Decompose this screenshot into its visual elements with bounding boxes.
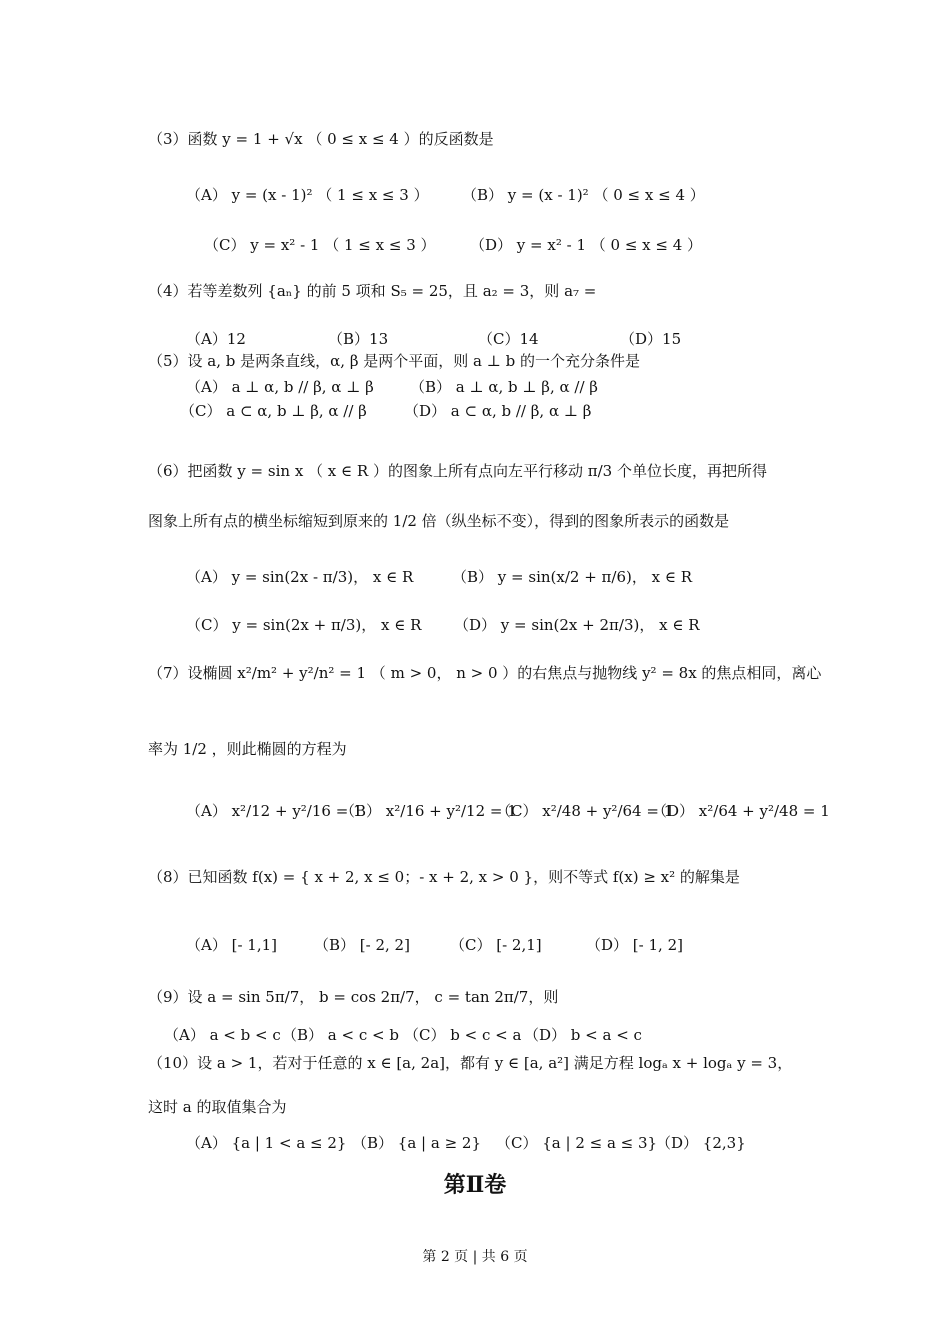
q5-option-a: （A） a ⊥ α, b // β, α ⊥ β [186,378,374,396]
q9-option-d: （D） b < a < c [524,1026,642,1044]
q3-option-c: （C） y = x² - 1 （ 1 ≤ x ≤ 3 ） [204,236,436,254]
q6-option-b: （B） y = sin(x/2 + π/6)， x ∈ R [452,568,693,586]
q8-option-b: （B） [- 2, 2] [314,936,410,954]
q3-option-b: （B） y = (x - 1)² （ 0 ≤ x ≤ 4 ） [462,186,705,204]
q3-stem: （3）函数 y = 1 + √x （ 0 ≤ x ≤ 4 ）的反函数是 [148,130,494,148]
q5-stem: （5）设 a, b 是两条直线，α, β 是两个平面，则 a ⊥ b 的一个充分条件是 [148,352,640,370]
q10-option-a: （A） {a | 1 < a ≤ 2} [186,1134,347,1152]
q4-stem: （4）若等差数列 {aₙ} 的前 5 项和 S₅ = 25，且 a₂ = 3，则 a₇ = [148,282,597,300]
q6-option-c: （C） y = sin(2x + π/3)， x ∈ R [186,616,422,634]
q10-option-b: （B） {a | a ≥ 2} [352,1134,482,1152]
q5-option-c: （C） a ⊂ α, b ⊥ β, α // β [180,402,367,420]
q7-option-c: （C） x²/48 + y²/64 = 1 [496,802,674,820]
q9-option-a: （A） a < b < c [164,1026,281,1044]
q7-option-a: （A） x²/12 + y²/16 = 1 [186,802,363,820]
q7-option-d: （D） x²/64 + y²/48 = 1 [652,802,830,820]
q7-stem-line-2: 率为 1/2 ，则此椭圆的方程为 [148,740,347,758]
section-title: 第Ⅱ卷 [443,1172,507,1198]
q6-stem-line-1: （6）把函数 y = sin x （ x ∈ R ）的图象上所有点向左平行移动 π/3 个单位长度，再把所得 [148,462,767,480]
q7-stem-line-1: （7）设椭圆 x²/m² + y²/n² = 1 （ m > 0， n > 0 ）的右焦点与抛物线 y² = 8x 的焦点相同，离心 [148,664,822,682]
q8-option-d: （D） [- 1, 2] [586,936,683,954]
q7-option-b: （B） x²/16 + y²/12 = 1 [340,802,517,820]
q8-option-a: （A） [- 1,1] [186,936,277,954]
q10-stem-line-1: （10）设 a > 1，若对于任意的 x ∈ [a, 2a]，都有 y ∈ [a, a²] 满足方程 logₐ x + logₐ y = 3， [148,1054,793,1072]
q4-option-d: （D）15 [620,330,682,348]
q10-stem-line-2: 这时 a 的取值集合为 [148,1098,287,1116]
q5-option-d: （D） a ⊂ α, b // β, α ⊥ β [404,402,592,420]
q4-option-c: （C）14 [478,330,539,348]
q3-option-a: （A） y = (x - 1)² （ 1 ≤ x ≤ 3 ） [186,186,429,204]
q4-option-a: （A）12 [186,330,246,348]
q3-option-d: （D） y = x² - 1 （ 0 ≤ x ≤ 4 ） [470,236,703,254]
q10-option-d: （D） {2,3} [656,1134,746,1152]
q9-option-c: （C） b < c < a [404,1026,522,1044]
q8-stem: （8）已知函数 f(x) = { x + 2, x ≤ 0；- x + 2, x > 0 }，则不等式 f(x) ≥ x² 的解集是 [148,868,740,886]
q5-option-b: （B） a ⊥ α, b ⊥ β, α // β [410,378,598,396]
page-footer: 第 2 页 | 共 6 页 [422,1249,528,1265]
q8-option-c: （C） [- 2,1] [450,936,542,954]
q6-option-a: （A） y = sin(2x - π/3)， x ∈ R [186,568,414,586]
q6-stem-line-2: 图象上所有点的横坐标缩短到原来的 1/2 倍（纵坐标不变），得到的图象所表示的函数是 [148,512,730,530]
q6-option-d: （D） y = sin(2x + 2π/3)， x ∈ R [454,616,700,634]
q9-option-b: （B） a < c < b [282,1026,399,1044]
q10-option-c: （C） {a | 2 ≤ a ≤ 3} [496,1134,658,1152]
q4-option-b: （B）13 [328,330,389,348]
q9-stem: （9）设 a = sin 5π/7， b = cos 2π/7， c = tan 2π/7，则 [148,988,559,1006]
